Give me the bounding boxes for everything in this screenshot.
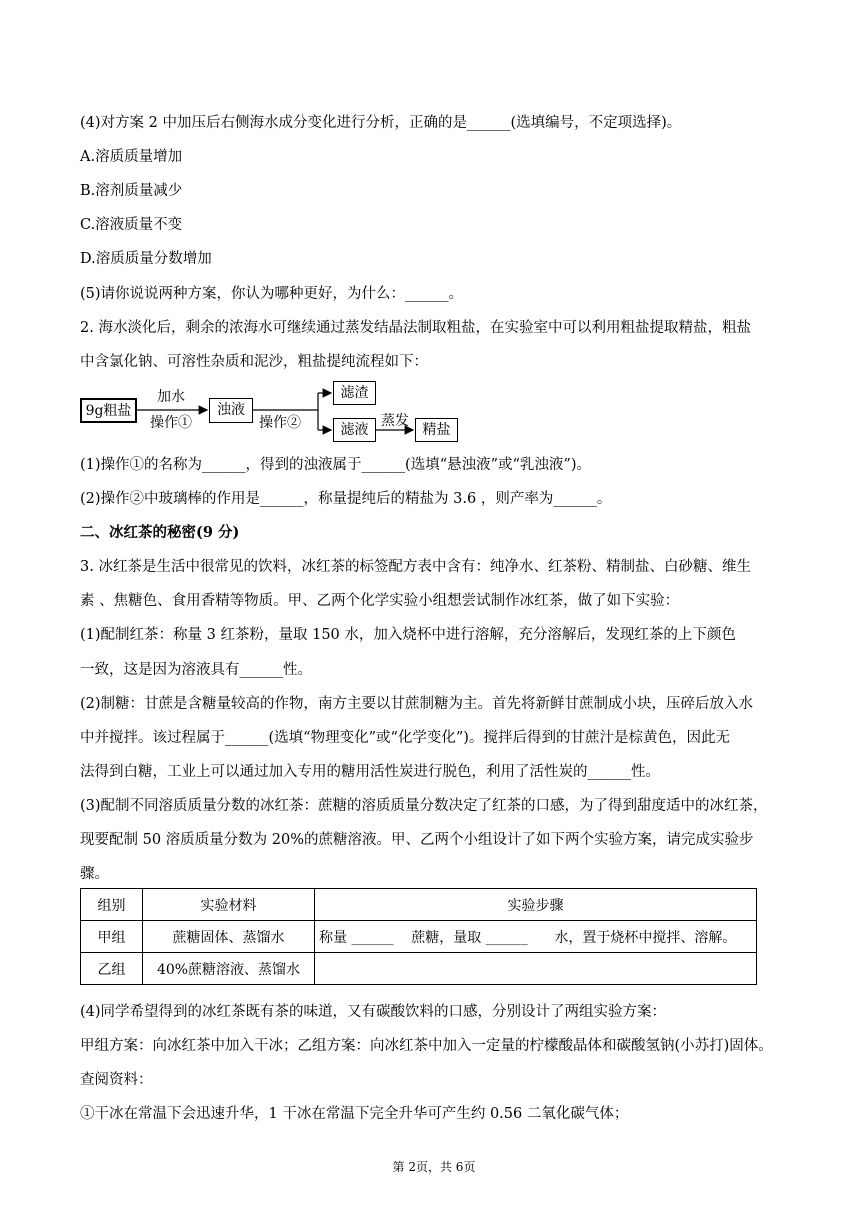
option-d: D.溶质质量分数增加	[80, 251, 212, 267]
residue-box: 滤渣	[333, 381, 376, 405]
option-a: A.溶质质量增加	[80, 149, 183, 165]
question-3-part4-line1: (4)同学希望得到的冰红茶既有茶的味道，又有碳酸饮料的口感，分别设计了两组实验方案：	[80, 1004, 667, 1020]
question-2-part2: (2)操作②中玻璃棒的作用是______，称量提纯后的精盐为 3.6 ，则产率为______。	[80, 491, 612, 507]
table-cell-materials: 40%蔗糖溶液、蒸馏水	[143, 953, 315, 985]
table-header-row	[81, 889, 757, 921]
table-cell-steps	[315, 953, 757, 985]
question-3-part4-line4: ①干冰在常温下会迅速升华，1 干冰在常温下完全升华可产生约 0.56 二氧化碳气体；	[80, 1106, 629, 1122]
table-cell-group: 甲组	[81, 921, 143, 953]
question-2-line2: 中含氯化钠、可溶性杂质和泥沙，粗盐提纯流程如下：	[80, 354, 428, 370]
experiment-table	[80, 888, 757, 985]
question-3-part2-line1: (2)制糖：甘蔗是含糖量较高的作物，南方主要以甘蔗制糖为主。首先将新鲜甘蔗制成小块，压碎后放入水	[80, 696, 754, 712]
question-5: (5)请你说说两种方案，你认为哪种更好，为什么：______。	[80, 286, 464, 302]
option-b: B.溶剂质量减少	[80, 183, 183, 199]
table-row	[81, 953, 757, 985]
question-2-part1: (1)操作①的名称为______，得到的浊液属于______(选填“悬浊液”或“乳浊液”)。	[80, 457, 592, 473]
table-cell-group: 乙组	[81, 953, 143, 985]
turbid-liquid-box: 浊液	[209, 398, 253, 423]
question-3-part3-line2: 现要配制 50 溶质质量分数为 20%的蔗糖溶液。甲、乙两个小组设计了如下两个实验方案，请完成实验步	[80, 832, 754, 848]
evaporate-label: 蒸发	[381, 413, 409, 429]
question-2-line1: 2. 海水淡化后，剩余的浓海水可继续通过蒸发结晶法制取粗盐，在实验室中可以利用粗盐提取精盐，粗盐	[80, 320, 751, 336]
filtrate-box: 滤液	[333, 418, 376, 442]
pure-salt-box: 精盐	[415, 418, 458, 442]
page-footer: 第 2页，共 6页	[392, 1160, 476, 1174]
flowchart-arrows	[0, 0, 868, 460]
table-row	[81, 921, 757, 953]
question-3-part2-line3: 法得到白糖，工业上可以通过加入专用的糖用活性炭进行脱色，利用了活性炭的______性。	[80, 764, 660, 780]
table-cell-steps: 称量 ______ 蔗糖，量取 ______ 水，置于烧杯中搅拌、溶解。	[315, 921, 757, 953]
question-3-line2: 素 、焦糖色、食用香精等物质。甲、乙两个化学实验小组想尝试制作冰红茶，做了如下实验：	[80, 593, 680, 609]
question-3-part1-line1: (1)配制红茶：称量 3 红茶粉，量取 150 水，加入烧杯中进行溶解，充分溶解后，发现红茶的上下颜色	[80, 627, 736, 643]
option-c: C.溶液质量不变	[80, 217, 183, 233]
table-header-steps: 实验步骤	[315, 889, 757, 921]
table-cell-materials: 蔗糖固体、蒸馏水	[143, 921, 315, 953]
question-3-part1-line2: 一致，这是因为溶液具有______性。	[80, 662, 312, 678]
question-3-part4-line3: 查阅资料：	[80, 1072, 153, 1088]
question-3-line1: 3. 冰红茶是生活中很常见的饮料，冰红茶的标签配方表中含有：纯净水、红茶粉、精制盐、白砂糖、维生	[80, 559, 751, 575]
table-header-group: 组别	[81, 889, 143, 921]
operation-2-label: 操作②	[259, 415, 301, 431]
section-2-title: 二、冰红茶的秘密(9 分)	[80, 524, 240, 541]
question-3-part3-line3: 骤。	[80, 866, 109, 882]
table-header-materials: 实验材料	[143, 889, 315, 921]
question-3-part2-line2: 中并搅拌。该过程属于______(选填“物理变化”或“化学变化”)。搅拌后得到的甘蔗汁是棕黄色，因此无	[80, 730, 730, 746]
operation-1-label: 操作①	[150, 415, 192, 431]
crude-salt-box: 9g粗盐	[80, 398, 137, 423]
question-4-stem: (4)对方案 2 中加压后右侧海水成分变化进行分析，正确的是______(选填编号，不定项选择)。	[80, 115, 682, 131]
add-water-label: 加水	[157, 389, 185, 405]
question-3-part4-line2: 甲组方案：向冰红茶中加入干冰；乙组方案：向冰红茶中加入一定量的柠檬酸晶体和碳酸氢钠(小苏打)固体。	[80, 1038, 773, 1054]
question-3-part3-line1: (3)配制不同溶质质量分数的冰红茶：蔗糖的溶质质量分数决定了红茶的口感，为了得到甜度适中的冰红茶，	[80, 798, 768, 814]
